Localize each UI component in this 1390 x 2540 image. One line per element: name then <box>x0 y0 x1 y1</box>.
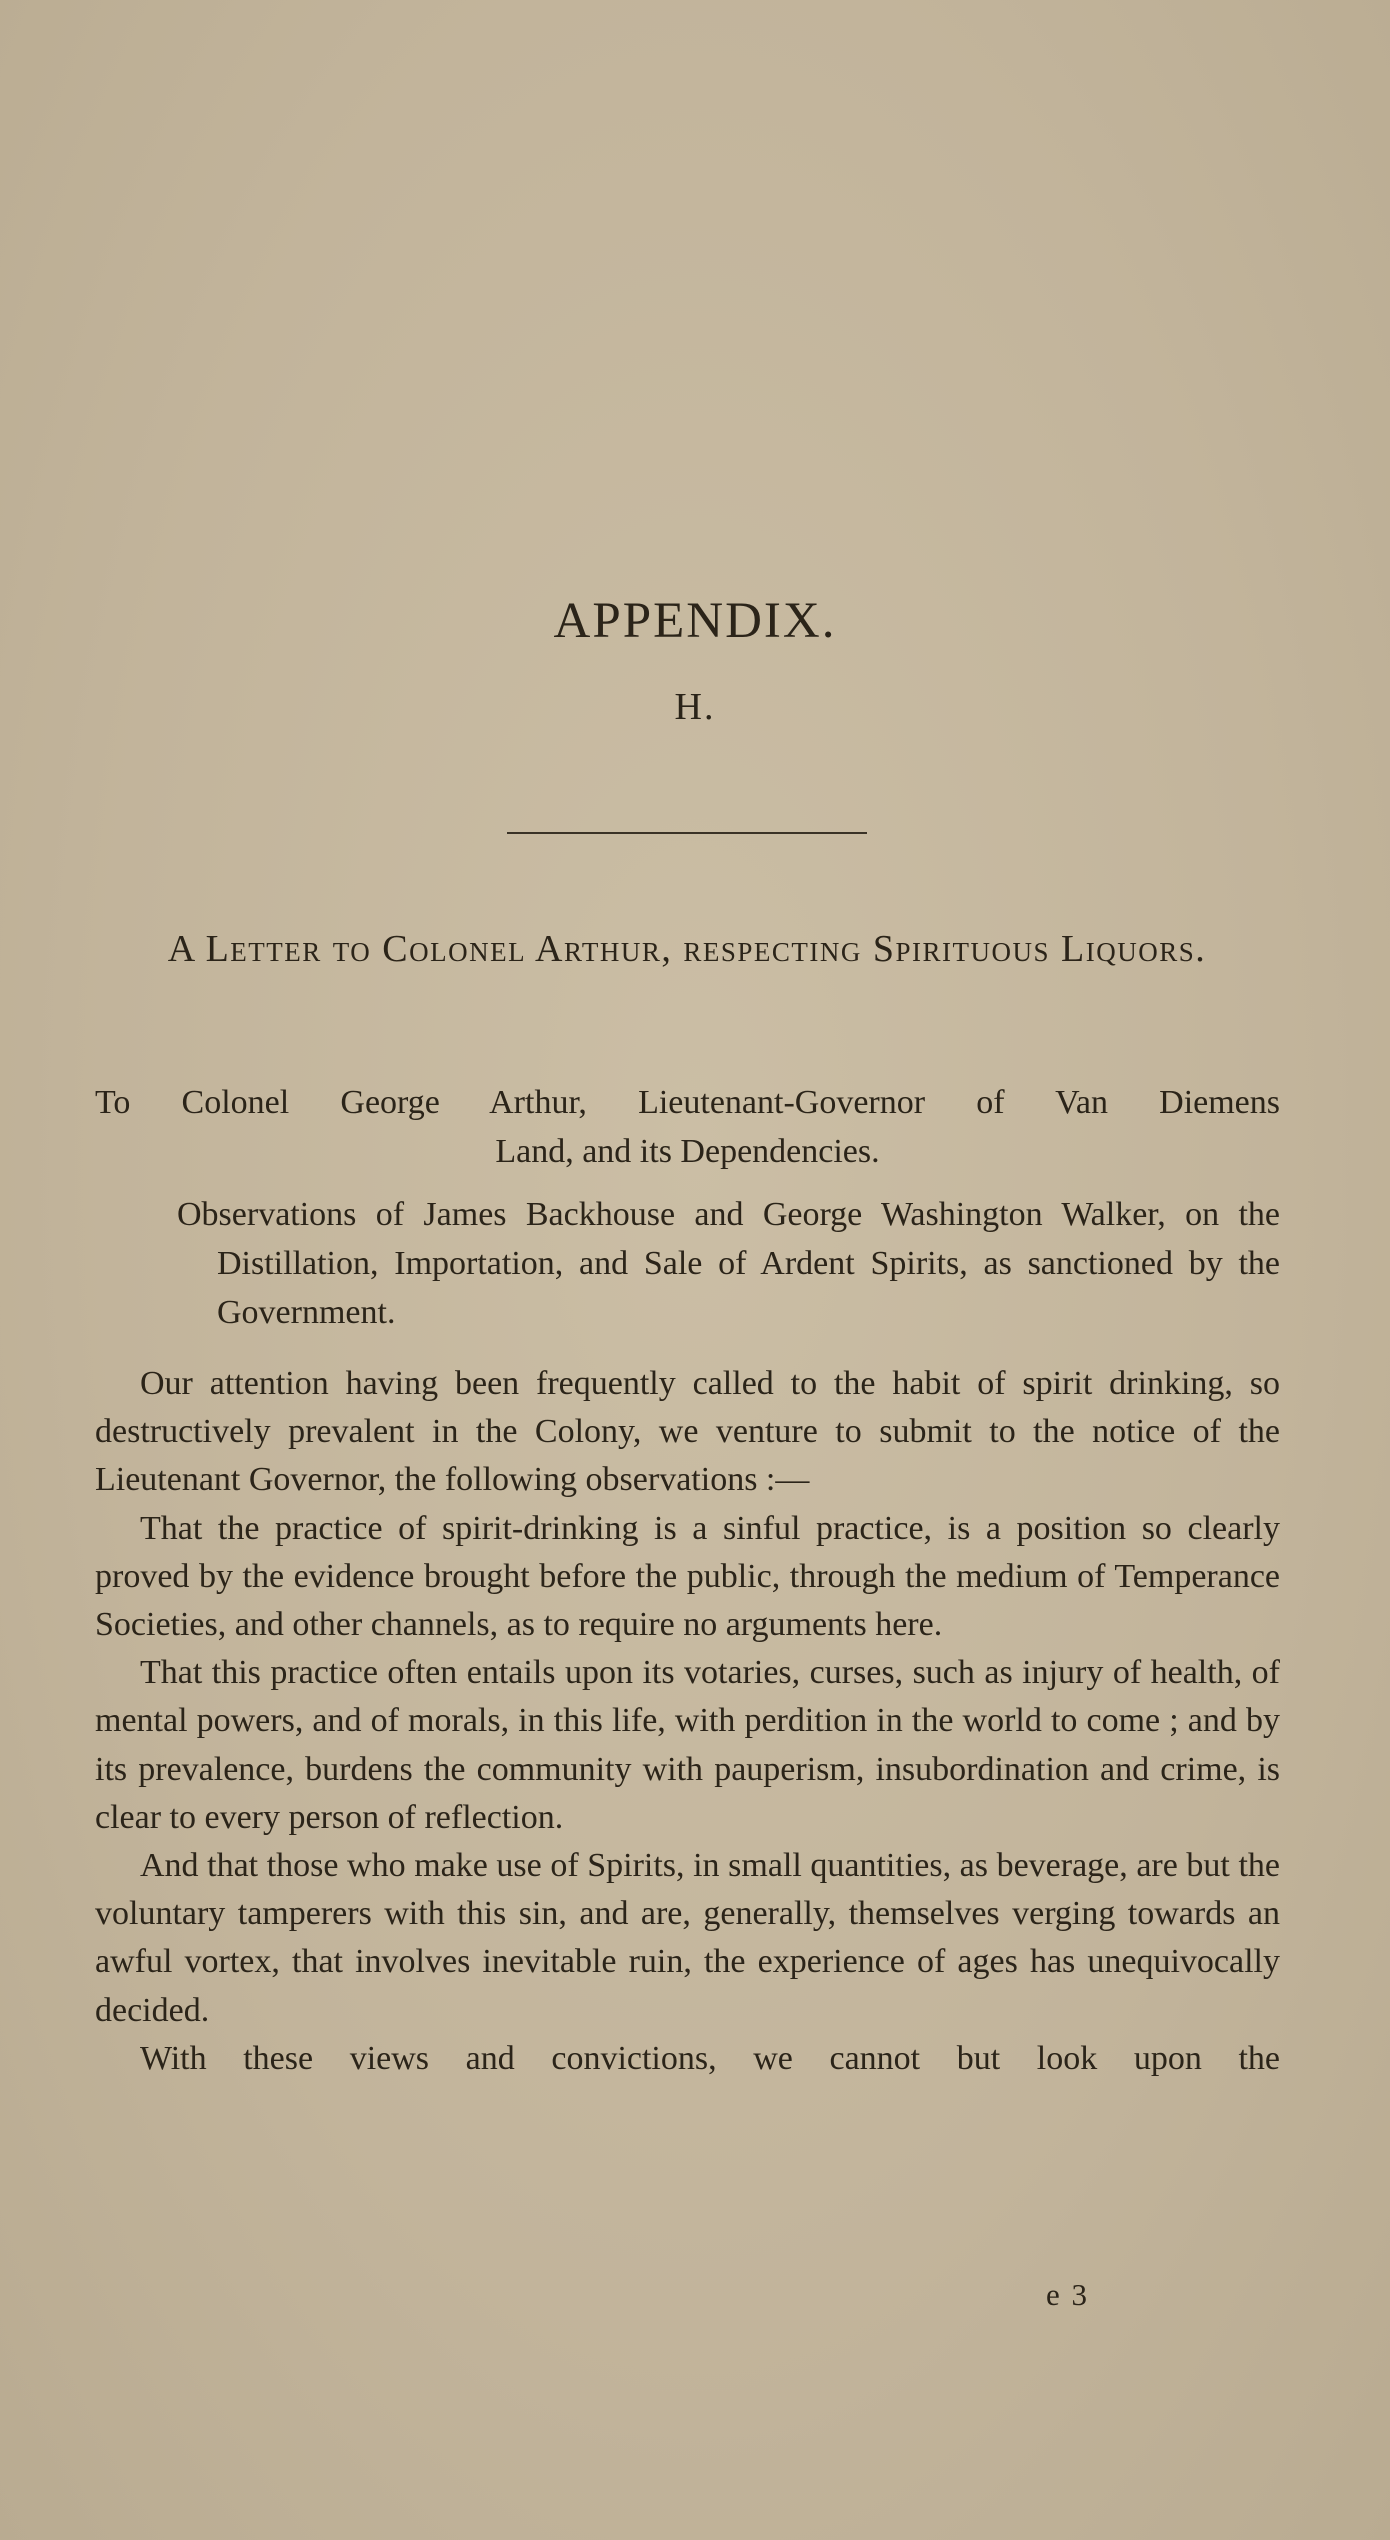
appendix-letter: H. <box>674 686 716 728</box>
horizontal-rule <box>507 832 867 834</box>
final-line: With these views and convictions, we cannot but look upon the <box>140 2039 1280 2077</box>
paragraph: And that those who make use of Spirits, in small quantities, as beverage, are but the voluntary tamperers with this sin, and are, generally, themselves verging towards an awful vortex, that involves inevitable ruin, the experience of ages has unequivocally decided. <box>95 1847 1280 2029</box>
address-block <box>95 1078 1280 1176</box>
paragraph: That the practice of spirit-drinking is a sinful practice, is a position so clearly proved by the evidence brought before the public, through the medium of Temperance Societies, and other channels, as to require no arguments here. <box>95 1509 1280 1644</box>
letter-body <box>95 1360 1280 2083</box>
signature-mark: e 3 <box>1046 2277 1090 2312</box>
address-line-1: To Colonel George Arthur, Lieutenant-Governor of Van Diemens <box>95 1084 1280 1121</box>
paragraph: Our attention having been frequently called to the habit of spirit drinking, so destructively prevalent in the Colony, we venture to submit to the notice of the Lieutenant Governor, the following observations :— <box>95 1365 1280 1499</box>
appendix-title: APPENDIX. <box>553 593 837 649</box>
observations-caption: Observations of James Backhouse and George Washington Walker, on the Distillation, Importation, and Sale of Ardent Spirits, as sanctioned by the Government. <box>177 1196 1280 1331</box>
paragraph: That this practice often entails upon its votaries, curses, such as injury of health, of mental powers, and of morals, in this life, with perdition in the world to come ; and by its prevalence, burdens the community with pauperism, insubordination and crime, is clear to every person of reflection. <box>95 1654 1280 1836</box>
letter-heading: A Letter to Colonel Arthur, respecting Spirituous Liquors. <box>167 928 1207 970</box>
address-line-2: Land, and its Dependencies. <box>495 1133 880 1170</box>
